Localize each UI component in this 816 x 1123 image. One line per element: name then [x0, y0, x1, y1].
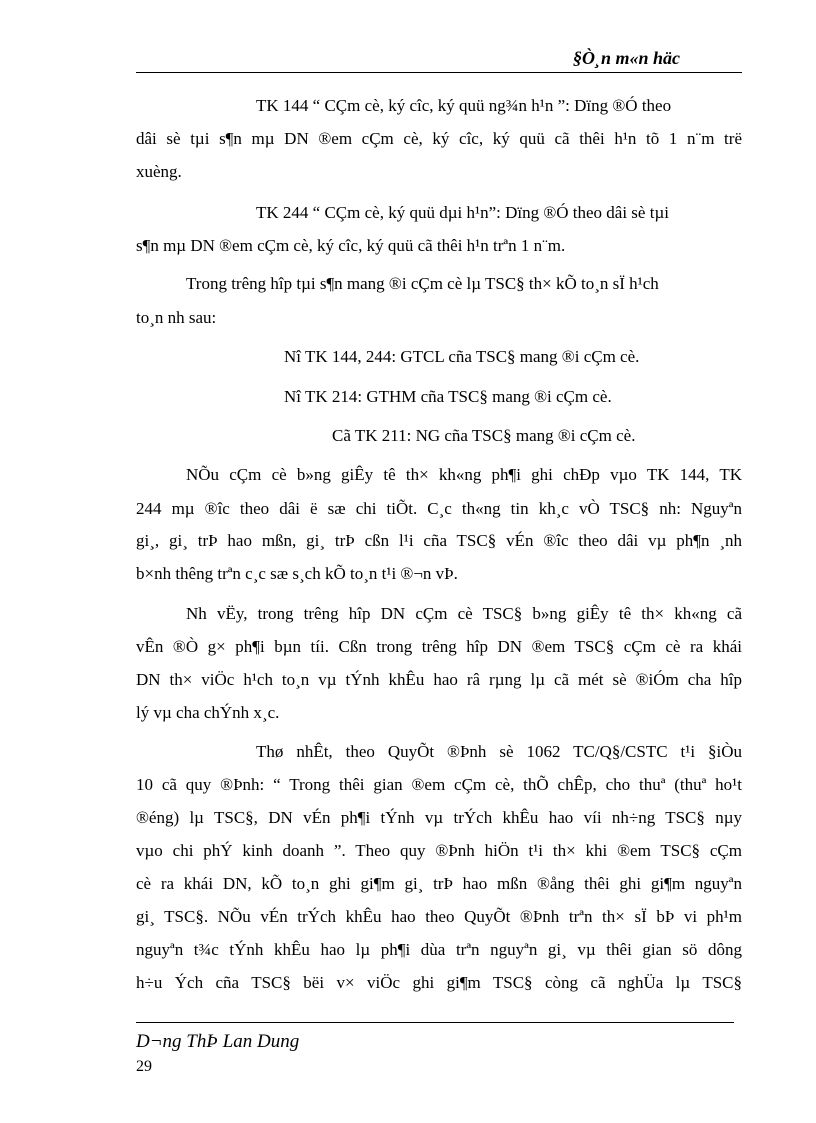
page-number: 29	[136, 1058, 152, 1075]
text-line: to¸n nh sau:	[136, 308, 217, 327]
text-line: TK 144 “ CÇm cè, ký cîc, ký quü ng¾n h¹n ”: Dïng ®Ó theo	[256, 96, 672, 115]
header-rule	[136, 72, 742, 73]
footer-rule	[136, 1022, 734, 1023]
footer-author: D¬ng ThÞ Lan Dung	[136, 1031, 300, 1052]
text-line: NÕu cÇm cè b»ng giÊy tê th× kh«ng ph¶i ghi chÐp vµo TK 144, TK	[186, 465, 742, 484]
text-line: ®éng) lµ TSC§, DN vÉn ph¶i tÝnh vµ trÝch khÊu hao víi nh÷ng TSC§ nµy	[136, 808, 742, 827]
text-line: h÷u Ých cña TSC§ bëi v× viÖc ghi gi¶m TSC§ còng cã nghÜa lµ TSC§	[136, 973, 742, 992]
text-line: xuèng.	[136, 162, 182, 181]
text-line: 10 cã quy ®Þnh: “ Trong thêi gian ®em cÇm cè, thÕ chÊp, cho thuª (thuª ho¹t	[136, 775, 742, 794]
text-line: b×nh thêng trªn c¸c sæ s¸ch kÕ to¸n t¹i ®¬n vÞ.	[136, 564, 458, 583]
text-line: Trong trêng hîp tµi s¶n mang ®i cÇm cè lµ TSC§ th× kÕ to¸n sÏ h¹ch	[186, 274, 659, 293]
text-line: Nh vËy, trong trêng hîp DN cÇm cè TSC§ b»ng giÊy tê th× kh«ng cã	[186, 604, 742, 623]
header-title: §Ò¸n m«n häc	[572, 48, 680, 68]
text-line: s¶n mµ DN ®em cÇm cè, ký cîc, ký quü cã thêi h¹n trªn 1 n¨m.	[136, 236, 566, 255]
text-line: Nî TK 214: GTHM cña TSC§ mang ®i cÇm cè.	[284, 387, 612, 406]
text-line: vµo chi phÝ kinh doanh ”. Theo quy ®Þnh hiÖn t¹i th× khi ®em TSC§ cÇm	[136, 841, 742, 860]
text-line: gi¸, gi¸ trÞ hao mßn, gi¸ trÞ cßn l¹i cña TSC§ vÉn ®îc theo dâi vµ ph¶n ¸nh	[136, 531, 742, 550]
text-line: vÊn ®Ò g× ph¶i bµn tíi. Cßn trong trêng hîp DN ®em TSC§ cÇm cè ra khái	[136, 637, 742, 656]
text-line: nguyªn t¾c tÝnh khÊu hao lµ ph¶i dùa trªn nguyªn gi¸ vµ thêi gian sö dông	[136, 940, 742, 959]
text-line: DN th× viÖc h¹ch to¸n vµ tÝnh khÊu hao râ rµng lµ cã mét sè ®iÓm cha hîp	[136, 670, 742, 689]
text-line: Thø nhÊt, theo QuyÕt ®Þnh sè 1062 TC/Q§/CSTC t¹i §iÒu	[256, 742, 742, 761]
text-line: cè ra khái DN, kÕ to¸n ghi gi¶m gi¸ trÞ hao mßn ®ång thêi ghi gi¶m nguyªn	[136, 874, 742, 893]
text-line: 244 mµ ®îc theo dâi ë sæ chi tiÕt. C¸c th«ng tin kh¸c vÒ TSC§ nh: Nguyªn	[136, 499, 742, 518]
text-line: Cã TK 211: NG cña TSC§ mang ®i cÇm cè.	[332, 426, 636, 445]
text-line: dâi sè tµi s¶n mµ DN ®em cÇm cè, ký cîc, ký quü cã thêi h¹n tõ 1 n¨m trë	[136, 129, 742, 148]
text-line: Nî TK 144, 244: GTCL cña TSC§ mang ®i cÇm cè.	[284, 347, 640, 366]
text-line: gi¸ TSC§. NÕu vÉn trÝch khÊu hao theo QuyÕt ®Þnh trªn th× sÏ bÞ vi ph¹m	[136, 907, 742, 926]
text-line: TK 244 “ CÇm cè, ký quü dµi h¹n”: Dïng ®Ó theo dâi sè tµi	[256, 203, 669, 222]
text-line: lý vµ cha chÝnh x¸c.	[136, 703, 280, 722]
